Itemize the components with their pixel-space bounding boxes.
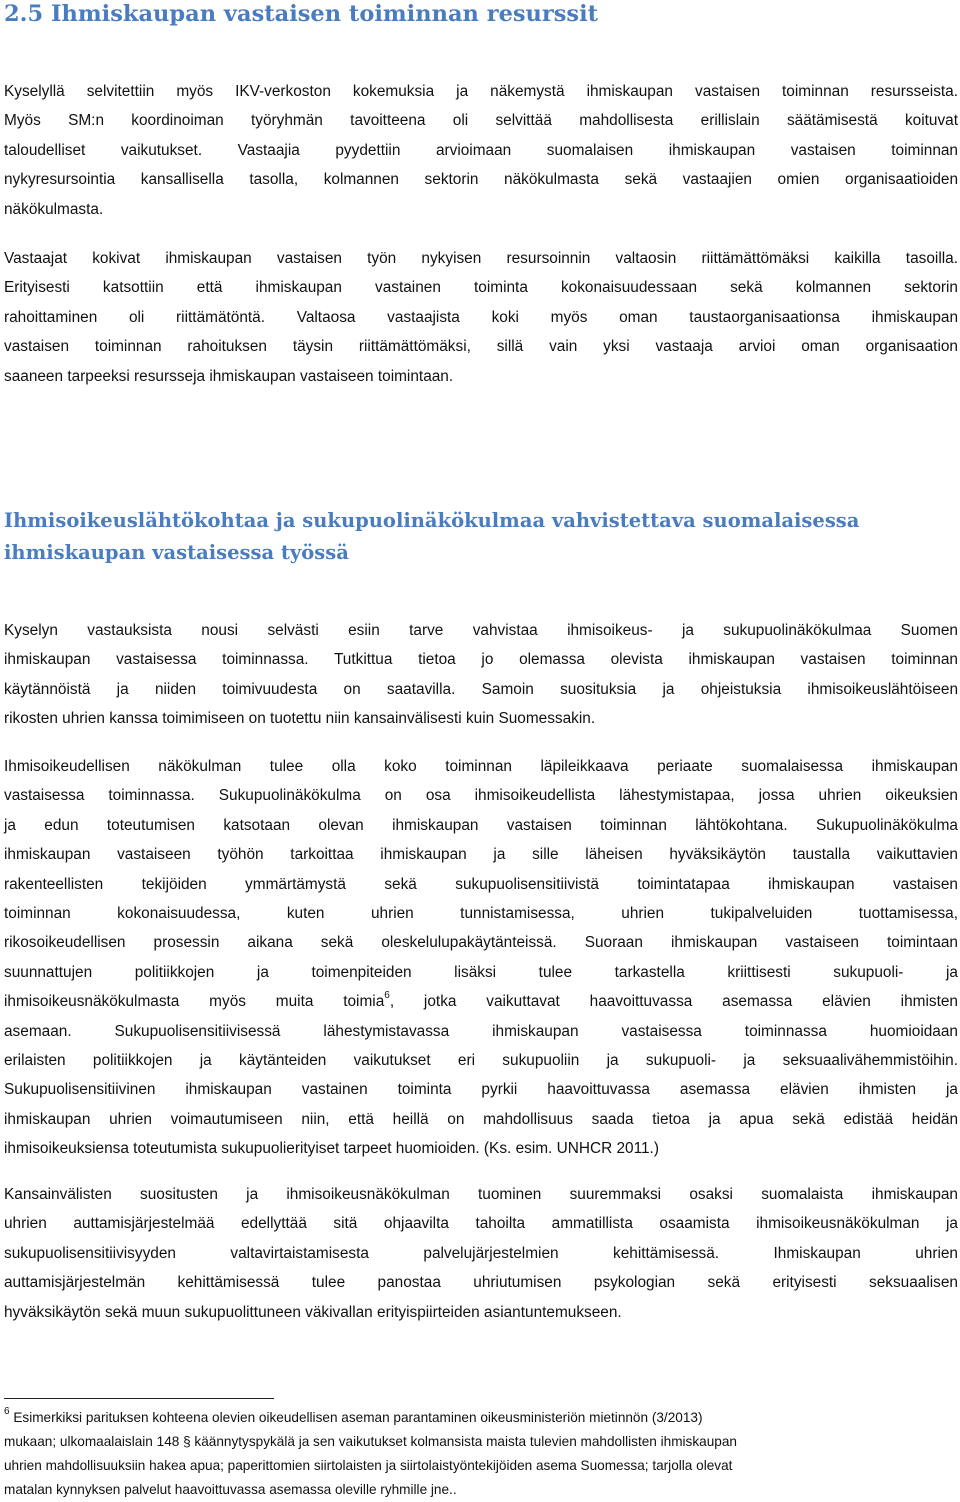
text-line: Vastaajat kokivat ihmiskaupan vastaisen työn nykyisen resursoinnin valtaosin riittämättömäksi kaikilla tasoilla. [4, 250, 958, 267]
text-line: Ihmisoikeudellisen näkökulman tulee olla koko toiminnan läpileikkaava periaate suomalaisessa ihmiskaupan [4, 758, 958, 775]
paragraph-human-rights-perspective [4, 752, 958, 1163]
footnote-line [4, 1406, 958, 1430]
text-line: taloudelliset vaikutukset. Vastaajia pyydettiin arvioimaan suomalaisen ihmiskaupan vastaisen toiminnan [4, 141, 958, 159]
text-line: suunnattujen politiikkojen ja toimenpiteiden lisäksi tulee tarkastella kriittisesti sukupuoli- ja [4, 963, 958, 981]
subheading-line: ihmiskaupan vastaisessa työssä [4, 541, 349, 564]
paragraph-international-recommendations [4, 1180, 958, 1327]
text-segment: ihmisoikeusnäkökulmasta myös muita toimia [4, 993, 385, 1011]
footnote-line: matalan kynnyksen palvelut haavoittuvassa asemassa oleville ryhmille jne.. [4, 1482, 457, 1497]
paragraph-resources-findings [4, 244, 958, 391]
paragraph-resources-intro [4, 77, 958, 224]
text-line: nykyresursointia kansallisella tasolla, kolmannen sektorin näkökulmasta sekä vastaajien omien organisaatioiden [4, 171, 958, 189]
text-line: Sukupuolisensitiivinen ihmiskaupan vastainen toiminta pyrkii haavoittuvassa asemassa elävien ihmisten ja [4, 1081, 958, 1099]
text-line: Kyselyn vastauksista nousi selvästi esiin tarve vahvistaa ihmisoikeus- ja sukupuolinäkökulmaa Suomen [4, 622, 958, 639]
text-line: toiminnan kokonaisuudessa, kuten uhrien tunnistamisessa, uhrien tukipalveluiden tuottamisessa, [4, 904, 958, 922]
footnote-number: 6 [4, 1406, 10, 1418]
text-line: erilaisten politiikkojen ja käytänteiden vaikutukset eri sukupuoliin ja sukupuoli- ja seksuaalivähemmistöihin. [4, 1051, 958, 1069]
text-line: hyväksikäytön sekä muun sukupuolittuneen väkivallan erityispiirteiden asiantuntemukseen. [4, 1303, 622, 1321]
text-line: ja edun toteutumisen katsotaan olevan ihmiskaupan vastaisen toiminnan lähtökohtana. Sukupuolinäkökulma [4, 816, 958, 834]
text-line: rahoittaminen oli riittämätöntä. Valtaosa vastaajista koki myös oman taustaorganisaationsa ihmiskaupan [4, 308, 958, 326]
text-line: ihmiskaupan uhrien voimautumiseen niin, että heillä on mahdollisuus saada tietoa ja apua sekä edistää heidän [4, 1110, 958, 1128]
text-line: rikosoikeudellisen prosessin aikana sekä oleskelulupakäytänteissä. Suoraan ihmiskaupan vastaiseen toimintaan [4, 934, 958, 952]
section-heading: 2.5 Ihmiskaupan vastaisen toiminnan resurssit [4, 1, 599, 27]
text-line: rakenteellisten tekijöiden ymmärtämystä sekä sukupuolisensitiivistä toimintatapaa ihmiskaupan vastaisen [4, 875, 958, 893]
footnote-line: uhrien mahdollisuuksiin hakea apua; paperittomien siirtolaisten ja siirtolaistyöntekijöiden asema Suomessa; tarjolla olevat [4, 1458, 733, 1473]
text-line: ihmiskaupan vastaiseen työhön tarkoittaa ihmiskaupan ja sille läheisen hyväksikäytön taustalla vaikuttavien [4, 846, 958, 864]
subheading-line: Ihmisoikeuslähtökohtaa ja sukupuolinäkökulmaa vahvistettava suomalaisessa [4, 509, 860, 532]
text-line: sukupuolisensitiivisyyden valtavirtaistamisesta palvelujärjestelmien kehittämisessä. Ihmiskaupan uhrien [4, 1244, 958, 1262]
text-line: ihmisoikeuksiensa toteutumista sukupuolierityiset tarpeet huomioiden. (Ks. esim. UNHCR 2011.) [4, 1140, 659, 1158]
text-line: rikosten uhrien kanssa toimimiseen on tuotettu niin kansainvälisesti kuin Suomessakin. [4, 710, 596, 728]
text-line: Erityisesti katsottiin että ihmiskaupan vastainen toiminta kokonaisuudessaan sekä kolmannen sektorin [4, 279, 958, 297]
text-line: Myös SM:n koordinoiman työryhmän tavoitteena oli selvittää mahdollisesta erillislain säätämisestä koituvat [4, 112, 958, 130]
subheading [4, 505, 954, 569]
footnote-text: Esimerkiksi parituksen kohteena olevien oikeudellisen aseman parantaminen oikeusministeriön mietinnön (3/2013) [9, 1410, 703, 1425]
text-line: vastaisen toiminnan rahoituksen täysin riittämättömäksi, sillä vain yksi vastaaja arvioi oman organisaation [4, 338, 958, 356]
text-line: uhrien auttamisjärjestelmää edellyttää sitä ohjaavilta tahoilta ammatillista osaamista ihmisoikeusnäkökulman ja [4, 1215, 958, 1233]
footnote-separator [4, 1398, 274, 1399]
text-line: ihmiskaupan vastaisessa toiminnassa. Tutkittua tietoa jo olemassa olevista ihmiskaupan vastaisen toiminnan [4, 651, 958, 669]
text-line: auttamisjärjestelmän kehittämisessä tulee panostaa uhriutumisen psykologian sekä erityisesti seksuaalisen [4, 1274, 958, 1292]
text-line: asemaan. Sukupuolisensitiivisessä lähestymistavassa ihmiskaupan vastaisessa toiminnassa huomioidaan [4, 1022, 958, 1040]
text-line: vastaisessa toiminnassa. Sukupuolinäkökulma on osa ihmisoikeudellista lähestymistapaa, jossa uhrien oikeuksien [4, 787, 958, 805]
paragraph-survey-need [4, 616, 958, 734]
text-line: käytännöistä ja niiden toimivuudesta on saatavilla. Samoin suosituksia ja ohjeistuksia ihmisoikeuslähtöiseen [4, 680, 958, 698]
text-line: saaneen tarpeeksi resursseja ihmiskaupan vastaiseen toimintaan. [4, 367, 454, 385]
text-segment: , jotka vaikuttavat haavoittuvassa asemassa elävien ihmisten [389, 993, 958, 1011]
text-line: näkökulmasta. [4, 200, 104, 218]
footnote-reference[interactable]: 6 [384, 990, 390, 1001]
footnote-line: mukaan; ulkomaalaislain 148 § käännytyspykälä ja sen vaikutukset kolmansista maista tulevien mahdollisten ihmiskaupan [4, 1434, 737, 1449]
text-line: Kansainvälisten suositusten ja ihmisoikeusnäkökulman tuominen suuremmaksi osaksi suomalaista ihmiskaupan [4, 1186, 958, 1203]
footnote [4, 1406, 958, 1502]
text-line: Kyselyllä selvitettiin myös IKV-verkoston kokemuksia ja näkemystä ihmiskaupan vastaisen toiminnan resursseista. [4, 83, 958, 100]
text-line-with-footnote-ref [4, 987, 958, 1016]
